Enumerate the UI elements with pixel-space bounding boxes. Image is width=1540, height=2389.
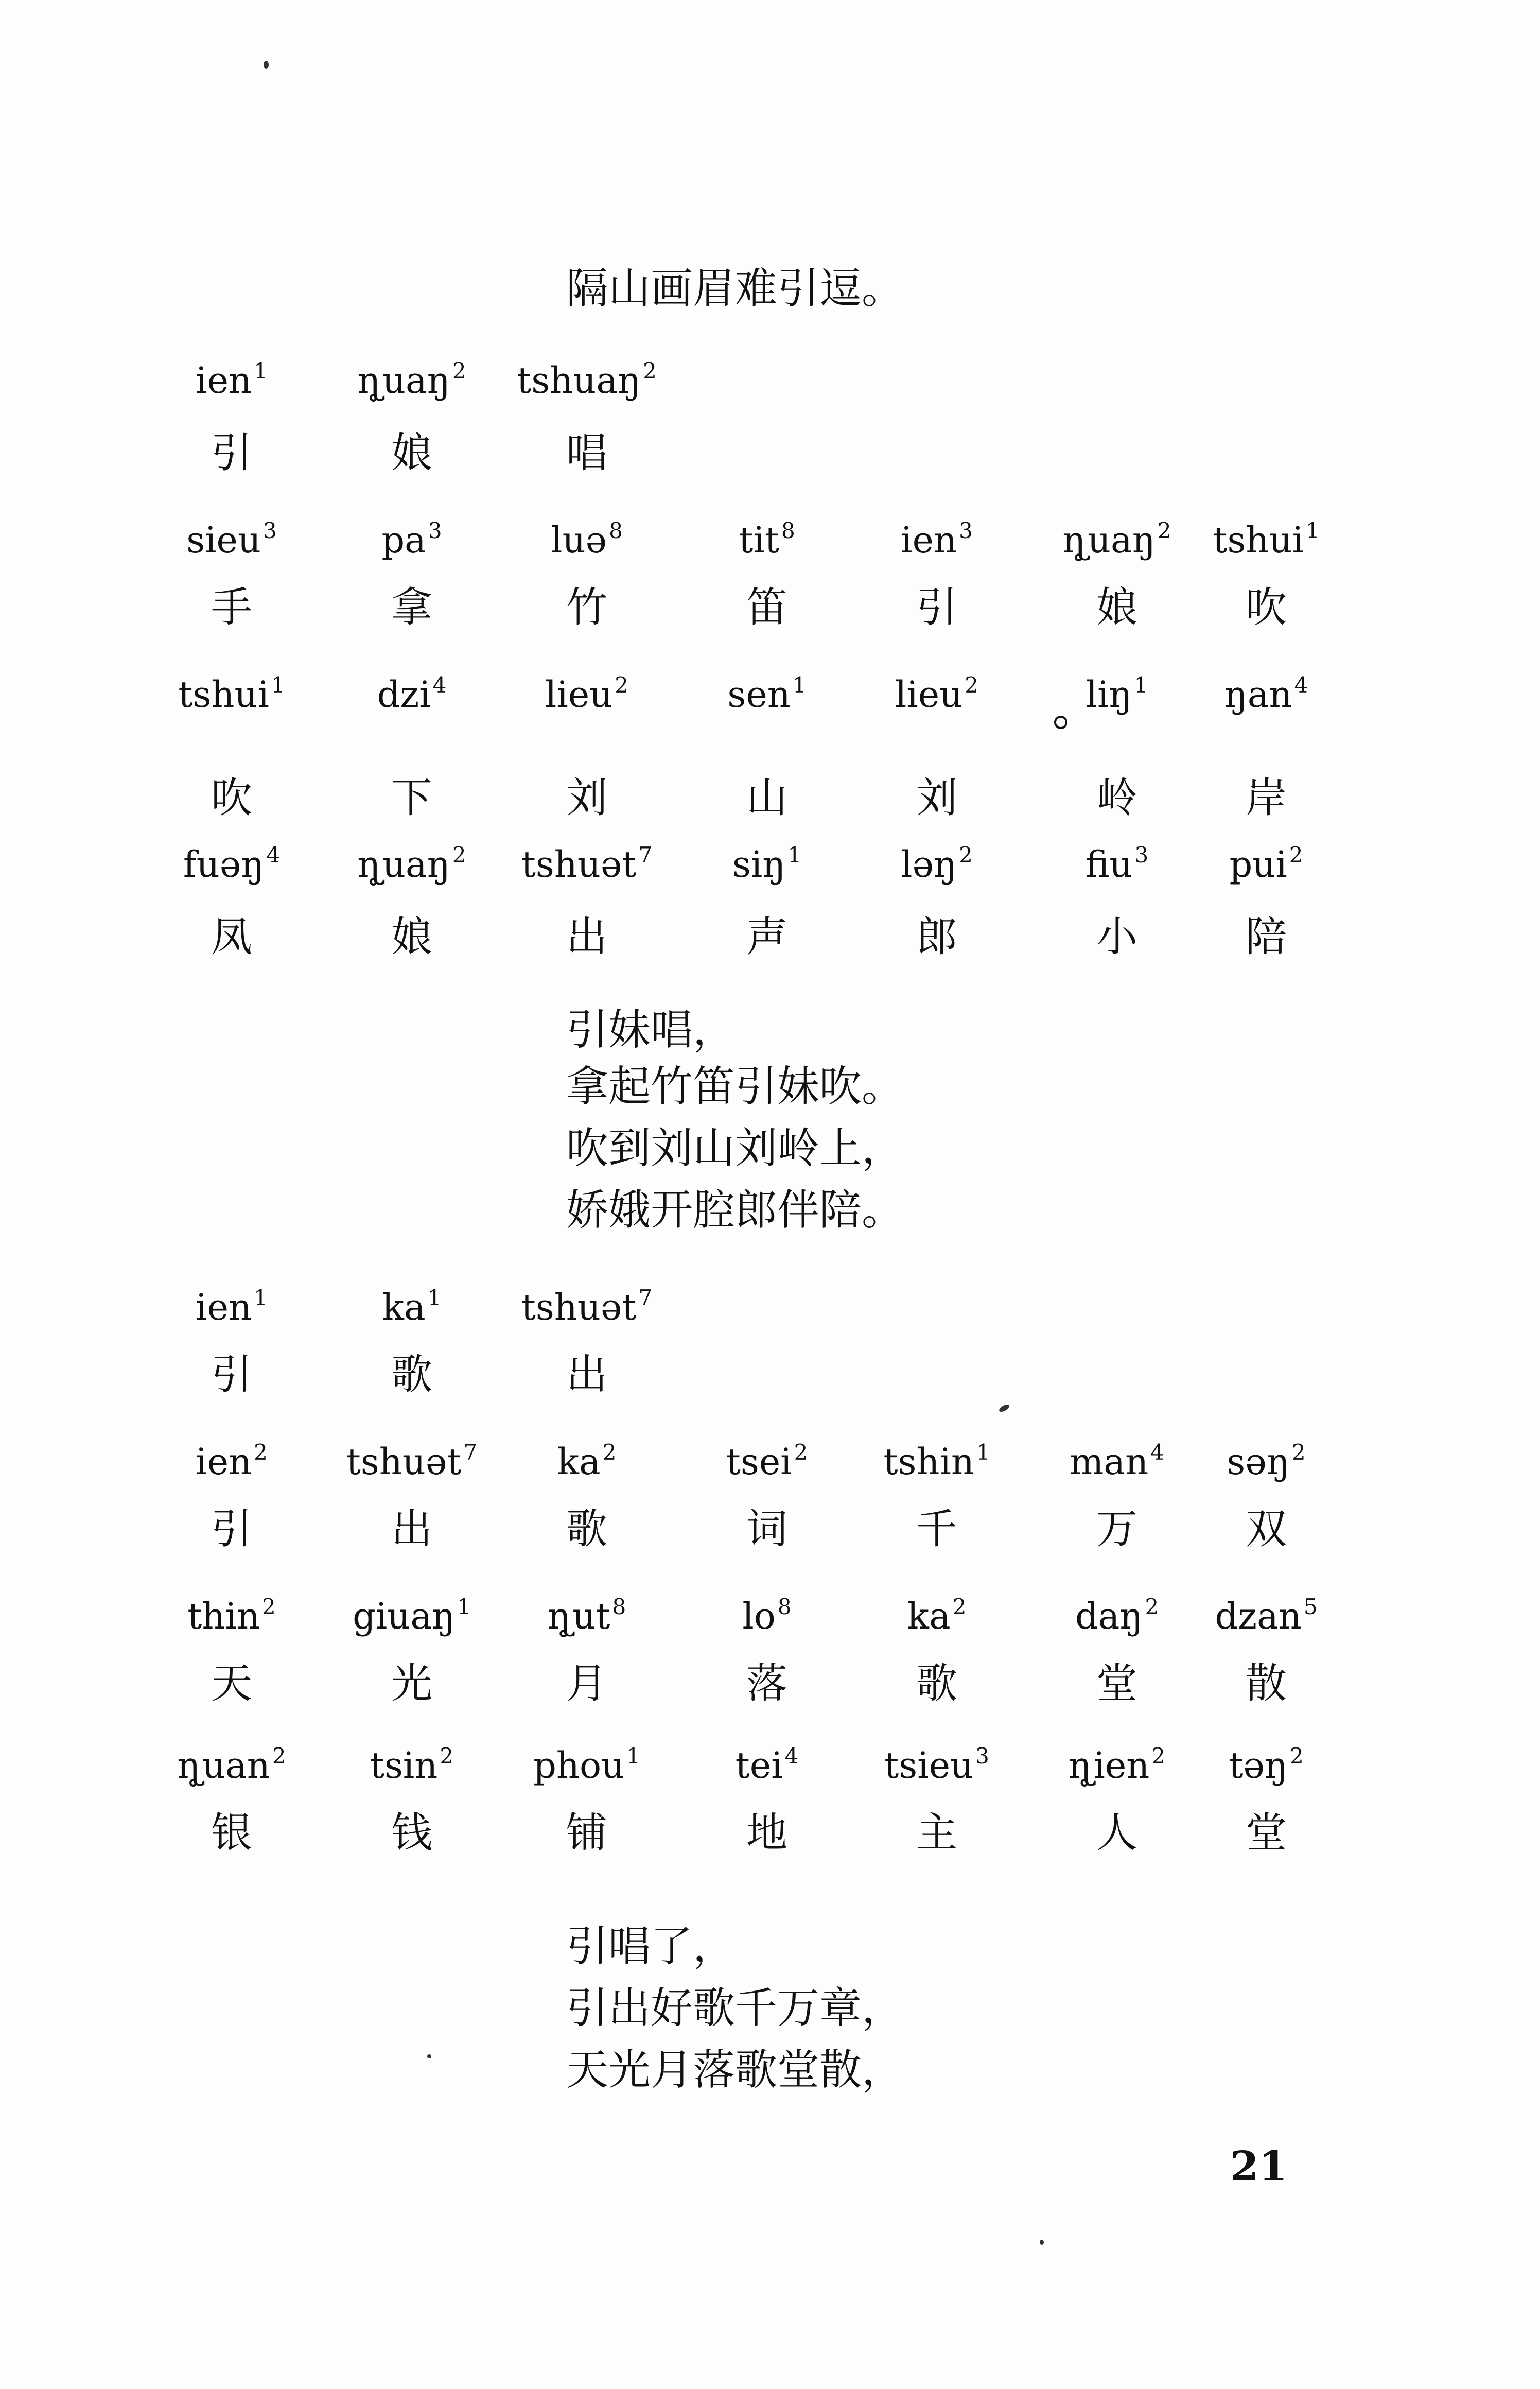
chinese-character: 光 bbox=[391, 1659, 432, 1707]
translation-2-line-1: 引唱了， bbox=[566, 1922, 736, 1971]
chinese-character: 词 bbox=[746, 1505, 787, 1553]
tone-number: 1 bbox=[626, 1743, 640, 1769]
romanization bbox=[727, 672, 807, 716]
tone-number: 3 bbox=[975, 1743, 989, 1769]
romanization bbox=[517, 358, 657, 402]
tone-number: 1 bbox=[271, 672, 285, 698]
romanization-syllable: giuaŋ bbox=[353, 1595, 456, 1637]
romanization bbox=[187, 1594, 276, 1637]
chinese-character: 出 bbox=[391, 1505, 432, 1553]
chinese-character: 引 bbox=[211, 429, 252, 477]
translation-2-line-2: 引出好歌千万章， bbox=[566, 1984, 904, 2033]
chinese-character: 地 bbox=[746, 1809, 787, 1857]
tone-number: 2 bbox=[965, 672, 979, 698]
romanization bbox=[196, 358, 268, 402]
print-speck bbox=[427, 2054, 431, 2058]
tone-number: 2 bbox=[615, 672, 629, 698]
romanization bbox=[382, 1285, 442, 1328]
chinese-character: 铺 bbox=[566, 1809, 607, 1857]
print-speck bbox=[1040, 2240, 1044, 2245]
chinese-character: 月 bbox=[566, 1659, 607, 1707]
romanization bbox=[1070, 1440, 1164, 1483]
translation-1-line-1: 引妹唱， bbox=[566, 1006, 736, 1054]
chinese-character: 刘 bbox=[916, 774, 957, 822]
tone-number: 8 bbox=[612, 1594, 626, 1619]
chinese-character: 唱 bbox=[566, 429, 607, 477]
tone-number: 1 bbox=[254, 358, 268, 384]
tone-number: 2 bbox=[1289, 1743, 1304, 1769]
romanization-syllable: təŋ bbox=[1229, 1744, 1288, 1787]
tone-number: 1 bbox=[427, 1285, 442, 1310]
tone-number: 2 bbox=[952, 1594, 967, 1619]
romanization-syllable: tshuaŋ bbox=[517, 359, 641, 402]
chinese-character: 歌 bbox=[391, 1351, 432, 1398]
romanization-syllable: fiu bbox=[1085, 843, 1133, 886]
chinese-character: 双 bbox=[1246, 1505, 1287, 1553]
romanization bbox=[895, 672, 979, 716]
chinese-character: 山 bbox=[746, 774, 787, 822]
tone-number: 2 bbox=[643, 358, 657, 384]
chinese-character: 娘 bbox=[391, 429, 432, 477]
tone-number: 4 bbox=[432, 672, 447, 698]
romanization bbox=[357, 358, 466, 402]
romanization-syllable: sen bbox=[727, 673, 791, 716]
tone-number: 2 bbox=[602, 1440, 617, 1465]
romanization bbox=[1075, 1594, 1159, 1637]
romanization bbox=[533, 1743, 640, 1787]
chinese-character: 手 bbox=[211, 583, 252, 631]
romanization-syllable: ŋan bbox=[1224, 673, 1292, 716]
chinese-character: 堂 bbox=[1246, 1809, 1287, 1857]
romanization-syllable: ien bbox=[196, 1441, 252, 1483]
romanization bbox=[901, 518, 973, 561]
romanization-syllable: dzi bbox=[377, 673, 431, 716]
chinese-character: 凤 bbox=[211, 913, 252, 961]
chinese-character: 娘 bbox=[391, 913, 432, 961]
chinese-character: 歌 bbox=[916, 1659, 957, 1707]
romanization bbox=[177, 1743, 286, 1787]
romanization-syllable: tshui bbox=[178, 673, 269, 716]
tone-number: 1 bbox=[787, 842, 802, 868]
romanization-syllable: tit bbox=[739, 519, 779, 561]
romanization bbox=[377, 672, 447, 716]
tone-number: 3 bbox=[263, 518, 277, 543]
romanization bbox=[557, 1440, 617, 1483]
tone-number: 2 bbox=[1291, 1440, 1306, 1465]
tone-number: 1 bbox=[1134, 672, 1148, 698]
romanization bbox=[901, 842, 973, 886]
romanization bbox=[196, 1440, 268, 1483]
tone-number: 2 bbox=[254, 1440, 268, 1465]
romanization bbox=[186, 518, 277, 561]
romanization bbox=[739, 518, 795, 561]
romanization-syllable: pa bbox=[381, 519, 426, 561]
tone-number: 4 bbox=[784, 1743, 799, 1769]
romanization bbox=[521, 842, 653, 886]
romanization bbox=[357, 842, 466, 886]
romanization-syllable: liŋ bbox=[1086, 673, 1132, 716]
chinese-character: 引 bbox=[211, 1505, 252, 1553]
ring-mark bbox=[1054, 716, 1068, 729]
romanization-syllable: ɳ̥ut bbox=[547, 1595, 610, 1637]
chinese-character: 陪 bbox=[1246, 913, 1287, 961]
romanization-syllable: luə bbox=[551, 519, 607, 561]
translation-1-line-3: 吹到刘山刘岭上， bbox=[566, 1124, 904, 1173]
romanization-syllable: fuəŋ bbox=[183, 843, 265, 886]
translation-1-line-4: 娇娥开腔郎伴陪。 bbox=[566, 1186, 904, 1235]
chinese-character: 岸 bbox=[1246, 774, 1287, 822]
tone-number: 7 bbox=[638, 1285, 653, 1310]
romanization-syllable: tshin bbox=[883, 1441, 974, 1483]
chinese-character: 主 bbox=[916, 1809, 957, 1857]
chinese-character: 拿 bbox=[391, 583, 432, 631]
romanization-syllable: tshuət bbox=[521, 1286, 637, 1328]
romanization bbox=[353, 1594, 471, 1637]
romanization bbox=[735, 1743, 799, 1787]
romanization-syllable: ien bbox=[196, 359, 252, 402]
tone-number: 1 bbox=[792, 672, 807, 698]
chinese-character: 落 bbox=[746, 1659, 787, 1707]
romanization bbox=[1224, 672, 1308, 716]
chinese-character: 天 bbox=[211, 1659, 252, 1707]
chinese-character: 吹 bbox=[1246, 583, 1287, 631]
romanization bbox=[183, 842, 281, 886]
romanization bbox=[1062, 518, 1171, 561]
chinese-character: 堂 bbox=[1096, 1659, 1137, 1707]
chinese-character: 万 bbox=[1096, 1505, 1137, 1553]
romanization-syllable: ka bbox=[382, 1286, 426, 1328]
tone-number: 4 bbox=[1150, 1440, 1164, 1465]
romanization-syllable: daŋ bbox=[1075, 1595, 1143, 1637]
romanization-syllable: ɳ̥uaŋ bbox=[1062, 519, 1156, 561]
romanization-syllable: lieu bbox=[895, 673, 963, 716]
chinese-character: 娘 bbox=[1096, 583, 1137, 631]
chinese-character: 人 bbox=[1096, 1809, 1137, 1857]
romanization-syllable: tshui bbox=[1213, 519, 1304, 561]
tone-number: 2 bbox=[452, 842, 466, 868]
romanization-syllable: tsieu bbox=[884, 1744, 974, 1787]
romanization bbox=[884, 1743, 989, 1787]
romanization-syllable: tsei bbox=[726, 1441, 792, 1483]
chinese-character: 千 bbox=[916, 1505, 957, 1553]
tone-number: 3 bbox=[959, 518, 973, 543]
romanization-syllable: tshuət bbox=[521, 843, 637, 886]
romanization bbox=[726, 1440, 808, 1483]
romanization-syllable: ka bbox=[907, 1595, 951, 1637]
romanization-syllable: thin bbox=[187, 1595, 260, 1637]
romanization-syllable: ɳ̥ien bbox=[1068, 1744, 1150, 1787]
print-speck bbox=[998, 1403, 1010, 1413]
romanization-syllable: ien bbox=[901, 519, 957, 561]
romanization bbox=[1086, 672, 1148, 716]
romanization-syllable: ɳ̥uaŋ bbox=[357, 843, 450, 886]
romanization bbox=[883, 1440, 990, 1483]
tone-number: 2 bbox=[1145, 1594, 1159, 1619]
tone-number: 5 bbox=[1303, 1594, 1318, 1619]
chinese-character: 银 bbox=[211, 1809, 252, 1857]
chinese-character: 小 bbox=[1096, 913, 1137, 961]
romanization-syllable: ɳ̥uan bbox=[177, 1744, 270, 1787]
romanization-syllable: pui bbox=[1229, 843, 1287, 886]
romanization bbox=[1229, 842, 1303, 886]
opening-line: 隔山画眉难引逗。 bbox=[566, 264, 904, 313]
romanization bbox=[907, 1594, 967, 1637]
tone-number: 2 bbox=[440, 1743, 454, 1769]
translation-2-line-3: 天光月落歌堂散， bbox=[566, 2046, 904, 2094]
chinese-character: 散 bbox=[1246, 1659, 1287, 1707]
romanization bbox=[545, 672, 629, 716]
chinese-character: 引 bbox=[211, 1351, 252, 1398]
tone-number: 2 bbox=[1151, 1743, 1166, 1769]
romanization bbox=[547, 1594, 626, 1637]
chinese-character: 郎 bbox=[916, 913, 957, 961]
romanization bbox=[1227, 1440, 1306, 1483]
chinese-character: 笛 bbox=[746, 583, 787, 631]
romanization bbox=[732, 842, 802, 886]
tone-number: 4 bbox=[1294, 672, 1308, 698]
chinese-character: 歌 bbox=[566, 1505, 607, 1553]
romanization-syllable: dzan bbox=[1215, 1595, 1302, 1637]
romanization-syllable: ləŋ bbox=[901, 843, 957, 886]
tone-number: 7 bbox=[638, 842, 653, 868]
romanization-syllable: tsin bbox=[370, 1744, 438, 1787]
chinese-character: 吹 bbox=[211, 774, 252, 822]
romanization bbox=[381, 518, 442, 561]
romanization-syllable: sieu bbox=[186, 519, 261, 561]
romanization-syllable: siŋ bbox=[732, 843, 786, 886]
tone-number: 3 bbox=[1134, 842, 1149, 868]
romanization-syllable: man bbox=[1070, 1441, 1149, 1483]
tone-number: 2 bbox=[1157, 518, 1171, 543]
chinese-character: 出 bbox=[566, 913, 607, 961]
chinese-character: 竹 bbox=[566, 583, 607, 631]
tone-number: 1 bbox=[976, 1440, 990, 1465]
tone-number: 2 bbox=[261, 1594, 276, 1619]
chinese-character: 下 bbox=[391, 774, 432, 822]
tone-number: 8 bbox=[781, 518, 795, 543]
chinese-character: 出 bbox=[566, 1351, 607, 1398]
romanization-syllable: tei bbox=[735, 1744, 783, 1787]
tone-number: 1 bbox=[1305, 518, 1320, 543]
romanization bbox=[346, 1440, 478, 1483]
tone-number: 2 bbox=[794, 1440, 808, 1465]
romanization bbox=[551, 518, 623, 561]
romanization bbox=[1215, 1594, 1318, 1637]
tone-number: 8 bbox=[609, 518, 623, 543]
romanization-syllable: ien bbox=[196, 1286, 252, 1328]
romanization-syllable: ɳ̥uaŋ bbox=[357, 359, 450, 402]
page-number: 21 bbox=[1230, 2142, 1288, 2190]
tone-number: 2 bbox=[959, 842, 973, 868]
tone-number: 1 bbox=[254, 1285, 268, 1310]
romanization bbox=[1213, 518, 1320, 561]
romanization bbox=[1085, 842, 1149, 886]
romanization bbox=[1068, 1743, 1166, 1787]
tone-number: 2 bbox=[1289, 842, 1303, 868]
romanization-syllable: phou bbox=[533, 1744, 625, 1787]
tone-number: 2 bbox=[452, 358, 466, 384]
tone-number: 1 bbox=[457, 1594, 471, 1619]
romanization bbox=[370, 1743, 454, 1787]
chinese-character: 刘 bbox=[566, 774, 607, 822]
romanization-syllable: ka bbox=[557, 1441, 601, 1483]
chinese-character: 钱 bbox=[391, 1809, 432, 1857]
romanization-syllable: səŋ bbox=[1227, 1441, 1290, 1483]
romanization bbox=[178, 672, 285, 716]
tone-number: 3 bbox=[428, 518, 442, 543]
tone-number: 7 bbox=[463, 1440, 478, 1465]
romanization bbox=[196, 1285, 268, 1328]
romanization bbox=[742, 1594, 792, 1637]
print-speck bbox=[264, 61, 269, 69]
romanization-syllable: lieu bbox=[545, 673, 613, 716]
chinese-character: 引 bbox=[916, 583, 957, 631]
tone-number: 4 bbox=[266, 842, 281, 868]
romanization-syllable: lo bbox=[742, 1595, 776, 1637]
chinese-character: 声 bbox=[746, 913, 787, 961]
chinese-character: 岭 bbox=[1096, 774, 1137, 822]
tone-number: 8 bbox=[777, 1594, 792, 1619]
romanization bbox=[1229, 1743, 1304, 1787]
romanization-syllable: tshuət bbox=[346, 1441, 462, 1483]
tone-number: 2 bbox=[272, 1743, 286, 1769]
romanization bbox=[521, 1285, 653, 1328]
translation-1-line-2: 拿起竹笛引妹吹。 bbox=[566, 1062, 904, 1111]
